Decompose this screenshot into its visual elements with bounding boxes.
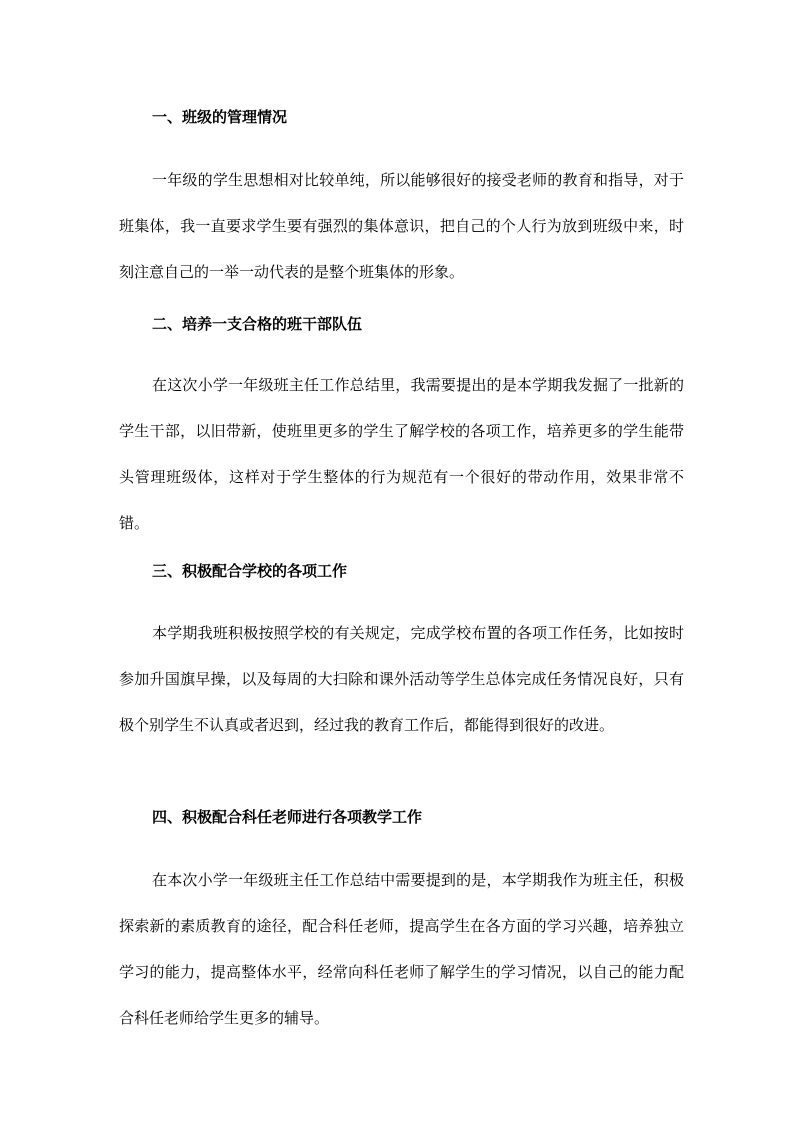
section-heading-2: 二、培养一支合格的班干部队伍 bbox=[152, 315, 363, 333]
section-heading-1: 一、班级的管理情况 bbox=[152, 108, 288, 126]
section-paragraph-3: 本学期我班积极按照学校的有关规定，完成学校布置的各项工作任务，比如按时参加升国旗早操，以及每周的大扫除和课外活动等学生总体完成任务情况良好，只有极个别学生不认真或者迟到，经过我的教育工作后，都能得到很好的改进。 bbox=[119, 624, 684, 734]
section-paragraph-4: 在本次小学一年级班主任工作总结中需要提到的是，本学期我作为班主任，积极探索新的素质教育的途径，配合科任老师，提高学生在各方面的学习兴趣，培养独立学习的能力，提高整体水平，经常向科任老师了解学生的学习情况，以自己的能力配合科任老师给学生更多的辅导。 bbox=[119, 871, 684, 1027]
section-paragraph-1: 一年级的学生思想相对比较单纯，所以能够很好的接受老师的教育和指导，对于班集体，我一直要求学生要有强烈的集体意识，把自己的个人行为放到班级中来，时刻注意自己的一举一动代表的是整个班集体的形象。 bbox=[119, 171, 684, 281]
section-paragraph-2: 在这次小学一年级班主任工作总结里，我需要提出的是本学期我发掘了一批新的学生干部，以旧带新，使班里更多的学生了解学校的各项工作，培养更多的学生能带头管理班级体，这样对于学生整体的行为规范有一个很好的带动作用，效果非常不错。 bbox=[119, 376, 684, 532]
section-heading-4: 四、积极配合科任老师进行各项教学工作 bbox=[152, 808, 423, 826]
section-heading-3: 三、积极配合学校的各项工作 bbox=[152, 562, 348, 580]
